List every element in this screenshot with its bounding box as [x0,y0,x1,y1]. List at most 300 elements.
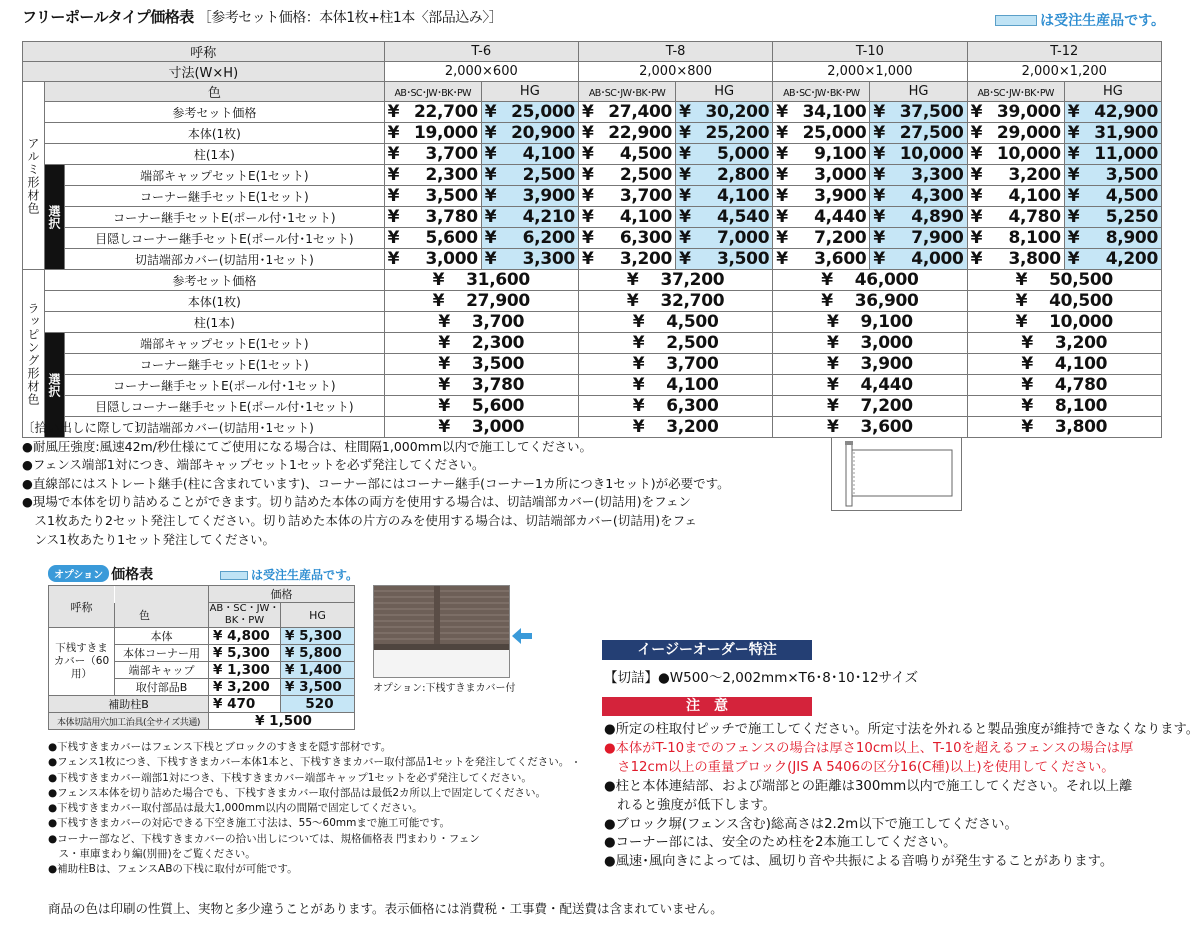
price-cell [870,228,967,249]
price-value: 4,100 [619,207,673,227]
size-cell: 2,000×1,000 [773,62,967,82]
price-cell [1064,207,1161,228]
yen-sign: ¥ [484,165,497,185]
option-note-line: ●下桟すきまカバーはフェンス下桟とブロックのすきまを隠す部材です。 [48,741,392,753]
price-cell [384,333,578,354]
option-badge: オプション [48,565,109,582]
price-value: 4,440 [860,375,913,395]
price-cell [481,165,578,186]
price-value: 6,200 [522,228,575,248]
yen-sign: ¥ [873,228,885,248]
size-cell: 2,000×800 [578,62,772,82]
price-value: 4,540 [716,207,770,227]
price-value: 8,100 [1008,228,1061,248]
price-cell [578,102,675,123]
price-cell [384,396,578,417]
option-row-std: ¥ 5,300 [209,645,281,662]
yen-sign: ¥ [1067,186,1080,206]
yen-sign: ¥ [1067,144,1080,164]
hg-color-header: HG [481,82,578,102]
price-value: 10,000 [1049,312,1113,332]
price-value: 40,500 [1049,291,1113,311]
yen-sign: ¥ [387,123,400,143]
yen-sign: ¥ [581,186,594,206]
price-cell [481,186,578,207]
price-value: 7,200 [814,228,867,248]
title-subtitle: ［参考セット価格：本体1枚+柱1本〈部品込み〉］ [197,10,503,26]
yen-sign: ¥ [1015,291,1028,311]
row-label: コーナー継手セットE(1セット) [65,186,385,207]
option-price-header: 価格 [209,586,355,603]
price-cell [676,102,773,123]
option-row-std: ¥ 1,300 [209,662,281,679]
price-cell [870,207,967,228]
made-to-order-legend [995,10,1165,30]
yen-sign: ¥ [827,417,839,437]
yen-sign: ¥ [632,354,645,374]
yen-sign: ¥ [970,186,983,206]
option-row-hg: ¥ 5,300 [281,628,355,645]
price-value: 34,100 [802,102,867,122]
page-title [22,6,502,27]
price-cell [578,165,675,186]
price-value: 4,500 [619,144,673,164]
yen-sign: ¥ [1015,270,1028,290]
yen-sign: ¥ [484,186,497,206]
price-cell [676,228,773,249]
yen-sign: ¥ [387,186,400,206]
price-value: 3,900 [814,186,867,206]
price-cell [676,249,773,270]
yen-sign: ¥ [776,102,788,122]
size-cell: 2,000×600 [384,62,578,82]
price-cell [773,228,870,249]
price-value: 3,000 [425,249,478,269]
yen-sign: ¥ [1021,417,1033,437]
yen-sign: ¥ [581,207,594,227]
price-cell [384,123,481,144]
yen-sign: ¥ [484,123,497,143]
price-cell [773,312,967,333]
option-color-header: 色 [115,603,209,628]
yen-sign: ¥ [626,270,639,290]
price-value: 32,700 [660,291,725,311]
price-value: 4,100 [1008,186,1061,206]
legend-text: は受注生産品です。 [1040,13,1165,29]
price-cell [384,165,481,186]
price-value: 3,900 [522,186,575,206]
price-cell [967,333,1161,354]
price-value: 4,100 [666,375,719,395]
yen-sign: ¥ [679,207,691,227]
price-value: 5,000 [716,144,770,164]
yen-sign: ¥ [776,165,788,185]
yen-sign: ¥ [626,291,639,311]
price-cell [773,102,870,123]
yen-sign: ¥ [1067,228,1080,248]
price-value: 4,780 [1054,375,1108,395]
fence-end-diagram [831,437,962,511]
row-label: コーナー継手セットE(ポール付･1セット) [65,207,385,228]
price-value: 3,200 [1054,333,1108,353]
yen-sign: ¥ [970,123,983,143]
price-cell [578,333,772,354]
price-value: 3,780 [471,375,525,395]
row-label: 目隠しコーナー継手セットE(ポール付･1セット) [65,228,385,249]
price-value: 5,250 [1105,207,1158,227]
price-value: 4,890 [911,207,964,227]
price-cell [578,396,772,417]
footer-disclaimer: 商品の色は印刷の性質上、実物と多少違うことがあります。表示価格には消費税・工事費・配送費は含まれていません。 [48,901,723,916]
price-value: 3,700 [619,186,673,206]
price-value: 31,900 [1094,123,1158,143]
price-cell [773,333,967,354]
price-value: 4,200 [1105,249,1158,269]
yen-sign: ¥ [873,207,885,227]
yen-sign: ¥ [873,165,885,185]
price-value: 22,900 [608,123,673,143]
yen-sign: ¥ [873,123,885,143]
price-value: 42,900 [1094,102,1158,122]
yen-sign: ¥ [873,249,885,269]
price-value: 3,600 [860,417,913,437]
price-value: 4,500 [666,312,719,332]
price-cell [773,354,967,375]
attention-item: ●柱と本体連結部、および端部との距離は300mm以内で施工してください。それ以上離 [604,778,1133,794]
fence-photo [373,585,510,678]
price-cell [384,312,578,333]
row-label: 柱(1本) [45,312,385,333]
yen-sign: ¥ [873,144,885,164]
yen-sign: ¥ [632,375,645,395]
price-value: 27,500 [899,123,964,143]
price-cell [967,228,1064,249]
price-value: 3,000 [471,417,525,437]
yen-sign: ¥ [1021,333,1033,353]
yen-sign: ¥ [679,186,691,206]
yen-sign: ¥ [970,249,983,269]
yen-sign: ¥ [776,207,788,227]
price-cell [1064,123,1161,144]
option-title: 価格表 [111,567,154,583]
price-value: 9,100 [814,144,867,164]
price-cell [870,249,967,270]
yen-sign: ¥ [387,249,400,269]
option-row-std: ¥ 3,200 [209,679,281,696]
price-cell [481,249,578,270]
price-cell [578,123,675,144]
price-value: 27,400 [608,102,673,122]
price-cell [1064,186,1161,207]
attention-item: ●コーナー部には、安全のため柱を2本施工してください。 [604,835,957,851]
note-line: ンス1枚あたり1セット発注してください。 [22,531,276,547]
price-value: 2,300 [425,165,478,185]
price-cell [967,102,1064,123]
price-cell [578,375,772,396]
price-value: 25,000 [511,102,575,122]
option-note-line: ●コーナー部など、下桟すきまカバーの拾い出しについては、規格価格表 門まわり・フェン [48,832,480,845]
price-value: 36,900 [854,291,919,311]
price-cell [481,102,578,123]
yen-sign: ¥ [438,375,450,395]
attention-list [604,721,1200,872]
price-value: 3,900 [860,354,913,374]
hg-color-header: HG [1064,82,1161,102]
price-cell [578,186,675,207]
option-note-line: ●フェンス1枚につき、下桟すきまカバー本体1本と、下桟すきまカバー取付部品1セットを発注してください。 [48,756,570,769]
price-value: 4,210 [522,207,575,227]
note-line: ●直線部にはストレート継手(柱に含まれています)、コーナー部にはコーナー継手(コーナー1カ所につき1セット)が必要です。 [22,475,730,491]
option-heading [48,564,153,584]
price-value: 4,100 [522,144,575,164]
yen-sign: ¥ [776,249,788,269]
yen-sign: ¥ [1015,312,1028,332]
fence-photo-svg [374,586,510,678]
aux-post-hg: 520 [281,696,355,713]
price-cell [676,186,773,207]
yen-sign: ¥ [581,165,594,185]
price-cell [578,312,772,333]
price-value: 22,700 [413,102,478,122]
price-table [22,41,1162,438]
option-note-line: ●フェンス本体を切り詰めた場合でも、下桟すきまカバー取付部品は最低2カ所以上で固定してください。 [48,786,547,799]
yen-sign: ¥ [776,144,788,164]
yen-sign: ¥ [827,312,839,332]
yen-sign: ¥ [679,165,691,185]
price-value: 3,700 [425,144,478,164]
yen-sign: ¥ [873,102,885,122]
price-value: 7,000 [716,228,770,248]
price-cell [773,186,870,207]
price-value: 37,200 [660,270,725,290]
price-cell [384,249,481,270]
option-note-line: ●下桟すきまカバー端部1対につき、下桟すきまカバー端部キャップ1セットを必ず発注してください。 [48,771,532,784]
option-row-hg: ¥ 3,500 [281,679,355,696]
yen-sign: ¥ [387,207,400,227]
price-cell [870,123,967,144]
price-cell [1064,144,1161,165]
yen-sign: ¥ [484,249,497,269]
yen-sign: ¥ [1067,207,1080,227]
price-cell [384,354,578,375]
price-value: 4,000 [911,249,964,269]
title-text: フリーポールタイプ価格表 [22,8,194,26]
yen-sign: ¥ [679,249,691,269]
aux-post-std: ¥ 470 [209,696,281,713]
option-row-std: ¥ 4,800 [209,628,281,645]
price-value: 25,000 [802,123,867,143]
option-note-line: ス・車庫まわり編(別冊)をご覧ください。 [48,848,256,861]
yen-sign: ¥ [438,417,450,437]
price-cell [384,144,481,165]
price-cell [967,165,1064,186]
std-color-header: AB･SC･JW･BK･PW [967,82,1064,102]
price-cell [676,144,773,165]
price-cell [773,123,870,144]
price-cell [578,354,772,375]
price-value: 3,000 [814,165,867,185]
price-value: 5,600 [471,396,525,416]
yen-sign: ¥ [827,354,839,374]
yen-sign: ¥ [1067,165,1080,185]
ordering-notes [22,419,822,549]
price-value: 46,000 [854,270,919,290]
row-label: 切詰端部カバー(切詰用･1セット) [65,417,385,438]
attention-item: さ12cm以上の重量ブロック(JIS A 5406の区分16(C種)以上)を使用してください。 [604,759,1115,775]
attention-banner: 注 意 [602,697,812,716]
price-value: 6,300 [619,228,673,248]
row-label: コーナー継手セットE(1セット) [65,354,385,375]
yen-sign: ¥ [776,186,788,206]
price-value: 9,100 [860,312,913,332]
price-value: 3,500 [471,354,525,374]
option-hg-swatch [220,571,248,580]
price-cell [967,249,1064,270]
yen-sign: ¥ [387,165,400,185]
price-value: 2,500 [619,165,673,185]
row-label: 参考セット価格 [45,270,385,291]
tool-price: ¥ 1,500 [209,713,355,730]
price-value: 3,200 [619,249,673,269]
yen-sign: ¥ [1021,375,1033,395]
yen-sign: ¥ [821,291,833,311]
price-value: 30,200 [705,102,770,122]
note-line: ス1枚あたり2セット発注してください。切り詰めた本体の片方のみを使用する場合は、切詰端部カバー(切詰用)をフェ [22,512,698,528]
note-line: ●現場で本体を切り詰めることができます。切り詰めた本体の両方を使用する場合は、切詰端部カバー(切詰用)をフェン [22,494,692,510]
color-header: 色 [45,82,385,102]
price-value: 3,800 [1008,249,1061,269]
price-cell [967,312,1161,333]
option-note-line: ●下桟すきまカバー取付部品は最大1,000mm以内の間隔で固定してください。 [48,802,423,815]
yen-sign: ¥ [387,102,400,122]
price-value: 3,300 [911,165,964,185]
price-cell [967,291,1161,312]
price-value: 8,900 [1105,228,1158,248]
price-cell [870,144,967,165]
price-cell [773,291,967,312]
option-row-label: 本体 [115,628,209,645]
price-value: 7,900 [911,228,964,248]
price-value: 3,500 [716,249,770,269]
price-cell [578,207,675,228]
price-cell [967,123,1064,144]
yen-sign: ¥ [484,228,497,248]
attention-item: ●風速･風向きによっては、風切り音や共振による音鳴りが発生することがあります。 [604,854,1114,870]
yen-sign: ¥ [776,228,788,248]
row-label: 柱(1本) [45,144,385,165]
option-name-header: 呼称 [49,586,115,628]
hg-color-header: HG [676,82,773,102]
price-value: 3,700 [471,312,525,332]
price-cell [870,165,967,186]
yen-sign: ¥ [776,123,788,143]
price-cell [578,270,772,291]
yen-sign: ¥ [970,144,983,164]
yen-sign: ¥ [432,270,445,290]
price-value: 7,200 [860,396,913,416]
arrow-left-icon [512,627,532,645]
row-label: 本体(1枚) [45,123,385,144]
yen-sign: ¥ [632,417,645,437]
price-value: 29,000 [996,123,1061,143]
yen-sign: ¥ [632,333,645,353]
yen-sign: ¥ [1067,102,1080,122]
price-cell [384,291,578,312]
yen-sign: ¥ [1021,396,1033,416]
yen-sign: ¥ [827,375,839,395]
row-label: 目隠しコーナー継手セットE(ポール付･1セット) [65,396,385,417]
price-value: 2,500 [666,333,719,353]
price-value: 4,500 [1105,186,1158,206]
option-photo-caption: オプション:下桟すきまカバー付 [373,683,516,694]
price-value: 3,780 [425,207,478,227]
price-cell [578,249,675,270]
option-std-colors: AB・SC・JW・BK・PW [209,603,280,626]
price-value: 25,200 [705,123,770,143]
yen-sign: ¥ [827,333,839,353]
option-legend-text: は受注生産品です。 [251,568,359,582]
price-cell [1064,228,1161,249]
option-price-table [48,585,355,730]
price-value: 4,780 [1008,207,1061,227]
fence-end-diagram-svg [832,438,961,510]
yen-sign: ¥ [581,144,594,164]
price-value: 2,500 [522,165,575,185]
note-line: ●耐風圧強度:風速42m/秒仕様にてご使用になる場合は、柱間隔1,000mm以内で施工してください。 [22,438,593,454]
price-value: 3,300 [522,249,575,269]
yen-sign: ¥ [827,396,839,416]
attention-item: れると強度が低下します。 [604,797,776,813]
price-cell [676,165,773,186]
yen-sign: ¥ [387,228,400,248]
yen-sign: ¥ [581,123,594,143]
price-value: 31,600 [466,270,530,290]
model-header: T-6 [384,42,578,62]
price-value: 37,500 [899,102,964,122]
price-value: 3,500 [1105,165,1158,185]
yen-sign: ¥ [970,207,983,227]
option-hg-header: HG [281,603,355,628]
row-label: 端部キャップセットE(1セット) [65,333,385,354]
price-value: 5,600 [425,228,478,248]
price-cell [1064,102,1161,123]
price-cell [481,207,578,228]
price-cell [481,123,578,144]
yen-sign: ¥ [679,123,691,143]
yen-sign: ¥ [632,312,645,332]
price-cell [967,354,1161,375]
std-color-header: AB･SC･JW･BK･PW [384,82,481,102]
size-cell: 2,000×1,200 [967,62,1161,82]
price-cell [967,186,1064,207]
price-cell [578,291,772,312]
yen-sign: ¥ [679,228,691,248]
option-note-line: ●補助柱Bは、フェンスABの下桟に取付が可能です。 [48,863,298,876]
tool-label: 本体切詰用穴加工治具(全サイズ共通) [49,713,209,730]
easy-order-banner: イージーオーダー特注 [602,640,812,660]
option-row-hg: ¥ 1,400 [281,662,355,679]
yen-sign: ¥ [438,312,450,332]
price-cell [384,102,481,123]
option-empty-header [115,586,209,603]
price-value: 10,000 [996,144,1061,164]
price-cell [384,270,578,291]
aux-post-label: 補助柱B [49,696,209,713]
yen-sign: ¥ [970,228,983,248]
price-cell [384,375,578,396]
std-color-header: AB･SC･JW･BK･PW [578,82,675,102]
price-value: 27,900 [466,291,530,311]
